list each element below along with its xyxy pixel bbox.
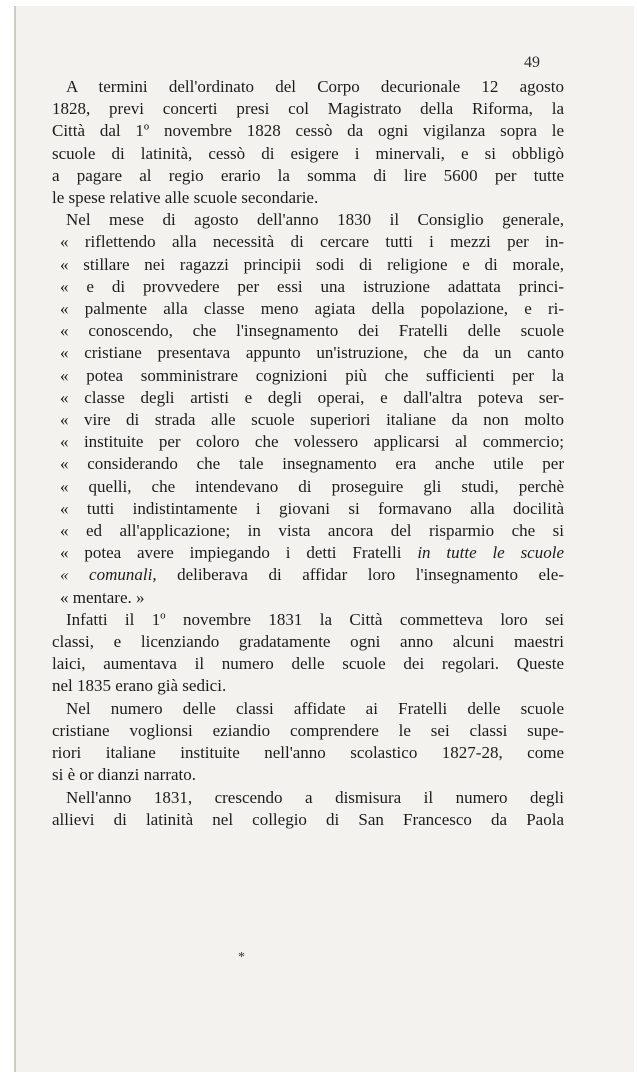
text-line: classi, e licenziando gradatamente ogni anno alcuni maestri bbox=[52, 632, 564, 652]
paragraph-3 bbox=[52, 609, 564, 698]
page-text bbox=[52, 76, 564, 831]
quoted-line: « ed all'applicazione; in vista ancora del risparmio che si bbox=[60, 521, 564, 541]
text-line: cristiane voglionsi eziandio comprendere le sei classi supe- bbox=[52, 720, 564, 740]
quoted-line: « palmente alla classe meno agiata della popolazione, e ri- bbox=[60, 299, 564, 319]
text-line: Nel mese di agosto dell'anno 1830 il Consiglio generale, bbox=[66, 210, 564, 230]
quoted-line: « riflettendo alla necessità di cercare tutti i mezzi per in- bbox=[60, 232, 564, 252]
text-line: Città dal 1º novembre 1828 cessò da ogni vigilanza sopra le bbox=[52, 121, 564, 141]
quoted-line: « instituite per coloro che volessero applicarsi al commercio; bbox=[60, 432, 564, 452]
text-line: 1828, previ concerti presi col Magistrato della Riforma, la bbox=[52, 99, 564, 119]
quoted-line: « e di provvedere per essi una istruzione adattata princi- bbox=[60, 276, 564, 296]
paragraph-1 bbox=[52, 76, 564, 209]
italic-text: in tutte le scuole bbox=[417, 543, 564, 563]
text-line: nel 1835 erano già sedici. bbox=[52, 676, 227, 696]
book-page bbox=[14, 6, 634, 1072]
quoted-line: « stillare nei ragazzi principii sodi di religione e di morale, bbox=[60, 254, 564, 274]
text-line: si è or dianzi narrato. bbox=[52, 765, 196, 785]
quoted-line: « considerando che tale insegnamento era anche utile per bbox=[60, 454, 564, 474]
quoted-line: « quelli, che intendevano di proseguire gli studi, perchè bbox=[60, 476, 564, 496]
paragraph-4 bbox=[52, 698, 564, 787]
text-line: le spese relative alle scuole secondarie. bbox=[52, 188, 319, 208]
text-line: laici, aumentava il numero delle scuole dei regolari. Queste bbox=[52, 654, 564, 674]
text-line: a pagare al regio erario la somma di lire 5600 per tutte bbox=[52, 165, 564, 185]
quoted-line bbox=[52, 542, 564, 564]
paragraph-5 bbox=[52, 787, 564, 831]
quoted-line: « mentare. » bbox=[60, 587, 145, 607]
quoted-line: « potea somministrare cognizioni più che sufficienti per la bbox=[60, 365, 564, 385]
italic-text: « comunali, bbox=[60, 565, 157, 585]
quoted-line: « conoscendo, che l'insegnamento dei Fratelli delle scuole bbox=[60, 321, 564, 341]
quoted-text: « potea avere impiegando i detti Fratelli bbox=[60, 543, 418, 563]
text-line: riori italiane instituite nell'anno scolastico 1827-28, come bbox=[52, 743, 564, 763]
quoted-line: « tutti indistintamente i giovani si formavano alla docilità bbox=[60, 498, 564, 518]
text-line: scuole di latinità, cessò di esigere i minervali, e si obbligò bbox=[52, 143, 564, 163]
text-line: A termini dell'ordinato del Corpo decurionale 12 agosto bbox=[66, 77, 564, 96]
quoted-line: « cristiane presentava appunto un'istruzione, che da un canto bbox=[60, 343, 564, 363]
text-line: allievi di latinità nel collegio di San Francesco da Paola bbox=[52, 809, 564, 829]
text-line: Infatti il 1º novembre 1831 la Città commetteva loro sei bbox=[66, 609, 564, 629]
page-number: 49 bbox=[524, 54, 540, 71]
quoted-text: deliberava di affidar loro l'insegnamento ele- bbox=[156, 565, 564, 585]
text-line: Nell'anno 1831, crescendo a dismisura il numero degli bbox=[66, 787, 564, 807]
quoted-line: « vire di strada alle scuole superiori italiane da non molto bbox=[60, 410, 564, 430]
quoted-line bbox=[52, 564, 564, 586]
paragraph-2 bbox=[52, 209, 564, 609]
signature-mark: * bbox=[238, 950, 245, 965]
quoted-line: « classe degli artisti e degli operai, e dall'altra poteva ser- bbox=[60, 387, 564, 407]
text-line: Nel numero delle classi affidate ai Fratelli delle scuole bbox=[66, 698, 564, 718]
